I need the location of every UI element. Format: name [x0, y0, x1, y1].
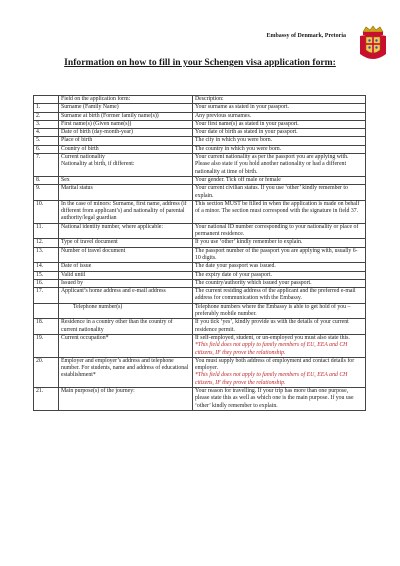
table-row [34, 176, 366, 184]
table-row [34, 263, 366, 271]
table-row [34, 137, 366, 145]
table-row [34, 145, 366, 153]
field-description [193, 288, 366, 304]
field-name: Current occupation* [59, 334, 193, 357]
description-text: The city in which you were born. [195, 137, 273, 144]
row-number: 13. [34, 247, 59, 263]
table-row [34, 247, 366, 263]
description-text: This section MUST be filled in when the application is made on behalf of a minor. The section must correspond with the signature in field 37. [195, 200, 360, 215]
row-number: 3. [34, 120, 59, 128]
field-description [193, 185, 366, 201]
field-description [193, 357, 366, 387]
description-text: Any previous surnames. [195, 112, 252, 119]
eligibility-note: *This field does not apply to family members of EU, EEA and CH citizens, IF they prove the relationship. [195, 342, 348, 356]
field-description [193, 303, 366, 319]
field-description [193, 154, 366, 177]
field-name: First name(s) (Given name(s)) [59, 120, 193, 128]
table-row [34, 200, 366, 223]
description-text: Your first name(s) as stated in your passport. [195, 120, 299, 127]
field-description [193, 334, 366, 357]
row-number: 12. [34, 239, 59, 247]
description-text: Your reason for travelling. If your trip has more than one purpose, please state this as well as which one is the main purpose. If you use ‘other’ kindly remember to explain. [195, 387, 354, 409]
number-header [34, 96, 59, 104]
row-number: 5. [34, 137, 59, 145]
table-row [34, 271, 366, 279]
table-row [34, 319, 366, 335]
description-text: If you use ‘other’ kindly remember to explain. [195, 239, 303, 246]
field-description [193, 319, 366, 335]
field-description [193, 112, 366, 120]
description-text: The current residing address of the applicant and the preferred e-mail address for communication with the Embassy. [195, 288, 356, 302]
field-name: In the case of minors: Surname, first name, address (if different from applicant’s) and nationality of parental authority/legal guardian [59, 200, 193, 223]
row-number: 6. [34, 145, 59, 153]
field-description [193, 120, 366, 128]
row-number: 16. [34, 279, 59, 287]
field-name: Employer and employer’s address and telephone number. For students, name and address of educational establishment* [59, 357, 193, 387]
field-name: Country of birth [59, 145, 193, 153]
description-text: Your gender. Tick off male or female [195, 176, 281, 183]
field-column-header: Field on the application form: [59, 96, 193, 104]
description-text: Your current civilian status. If you use ‘other’ kindly remember to explain. [195, 185, 348, 199]
row-number: 21. [34, 387, 59, 410]
table-row [34, 334, 366, 357]
field-description [193, 263, 366, 271]
embassy-name: Embassy of Denmark, Pretoria [266, 33, 346, 39]
description-text: Your national ID number corresponding to your nationality or place of permanent residence. [195, 223, 359, 238]
field-name: Main purpose(s) of the journey: [59, 387, 193, 410]
row-number: 14. [34, 263, 59, 271]
description-text: The country/authority which issued your passport. [195, 279, 312, 286]
row-number: 9. [34, 185, 59, 201]
field-name: Surname at birth (Former family name(s)) [59, 112, 193, 120]
field-description [193, 223, 366, 239]
field-description [193, 271, 366, 279]
field-description [193, 387, 366, 410]
description-text: If self-employed, student, or un-employed you must also state this. [195, 334, 350, 341]
table-row [34, 387, 366, 410]
table-row [34, 288, 366, 304]
table-row [34, 223, 366, 239]
field-name: Place of birth [59, 137, 193, 145]
row-number: 17. [34, 288, 59, 304]
field-name: National identity number, where applicable: [59, 223, 193, 239]
row-number [34, 303, 59, 319]
field-description [193, 145, 366, 153]
field-description [193, 137, 366, 145]
form-instructions-table [33, 95, 366, 411]
row-number: 11. [34, 223, 59, 239]
row-number: 7. [34, 154, 59, 177]
row-number: 10. [34, 200, 59, 223]
field-name: Current nationality Nationality at birth, if different: [59, 154, 193, 177]
page-title: Information on how to fill in your Schengen visa application form: [64, 57, 336, 68]
table-header-row [34, 96, 366, 104]
description-text: The country in which you were born. [195, 145, 282, 152]
row-number: 18. [34, 319, 59, 335]
field-description [193, 239, 366, 247]
field-description [193, 247, 366, 263]
table-row [34, 104, 366, 112]
table-row [34, 129, 366, 137]
field-description [193, 200, 366, 223]
description-text: Your current nationality as per the passport you are applying with. Please also state if you hold another nationality or had a different nationality at time of birth. [195, 154, 349, 175]
field-description [193, 104, 366, 112]
field-name: Issued by [59, 279, 193, 287]
table-row [34, 120, 366, 128]
description-text: If you tick ‘yes’, kindly provide us with the details of your current residence permit. [195, 319, 349, 333]
description-column-header: Description: [193, 96, 366, 104]
table-row [34, 112, 366, 120]
field-name: Sex [59, 176, 193, 184]
field-name: Residence in a country other than the country of current nationality [59, 319, 193, 335]
description-text: Your surname as stated in your passport. [195, 104, 289, 111]
field-description [193, 129, 366, 137]
table-row [34, 154, 366, 177]
table-row [34, 279, 366, 287]
table-row [34, 303, 366, 319]
row-number: 1. [34, 104, 59, 112]
description-text: Your date of birth as stated in your passport. [195, 129, 298, 136]
field-name: Marital status [59, 185, 193, 201]
table-row [34, 239, 366, 247]
table-row [34, 185, 366, 201]
table-body [34, 104, 366, 411]
field-name: Telephone number(s) [59, 303, 193, 319]
field-name: Applicant’s home address and e-mail address [59, 288, 193, 304]
field-name: Type of travel document [59, 239, 193, 247]
field-name: Number of travel document [59, 247, 193, 263]
description-text: You must supply both address of employment and contact details for employer. [195, 357, 355, 372]
table-row [34, 357, 366, 387]
row-number: 2. [34, 112, 59, 120]
field-description [193, 176, 366, 184]
row-number: 19. [34, 334, 59, 357]
field-description [193, 279, 366, 287]
field-name: Valid until [59, 271, 193, 279]
description-text: The expiry date of your passport. [195, 271, 272, 278]
field-name: Surname (Family Name) [59, 104, 193, 112]
description-text: Telephone numbers where the Embassy is able to get hold of you – preferably mobile number. [195, 303, 351, 318]
eligibility-note: *This field does not apply to family members of EU, EEA and CH citizens, IF they prove the relationship. [195, 372, 348, 386]
field-name: Date of issue [59, 263, 193, 271]
row-number: 20. [34, 357, 59, 387]
description-text: The passport number of the passport you are applying with, usually 6-10 digits. [195, 247, 358, 261]
field-name: Date of birth (day-month-year) [59, 129, 193, 137]
row-number: 15. [34, 271, 59, 279]
row-number: 8. [34, 176, 59, 184]
description-text: The date your passport was issued. [195, 263, 276, 270]
row-number: 4. [34, 129, 59, 137]
